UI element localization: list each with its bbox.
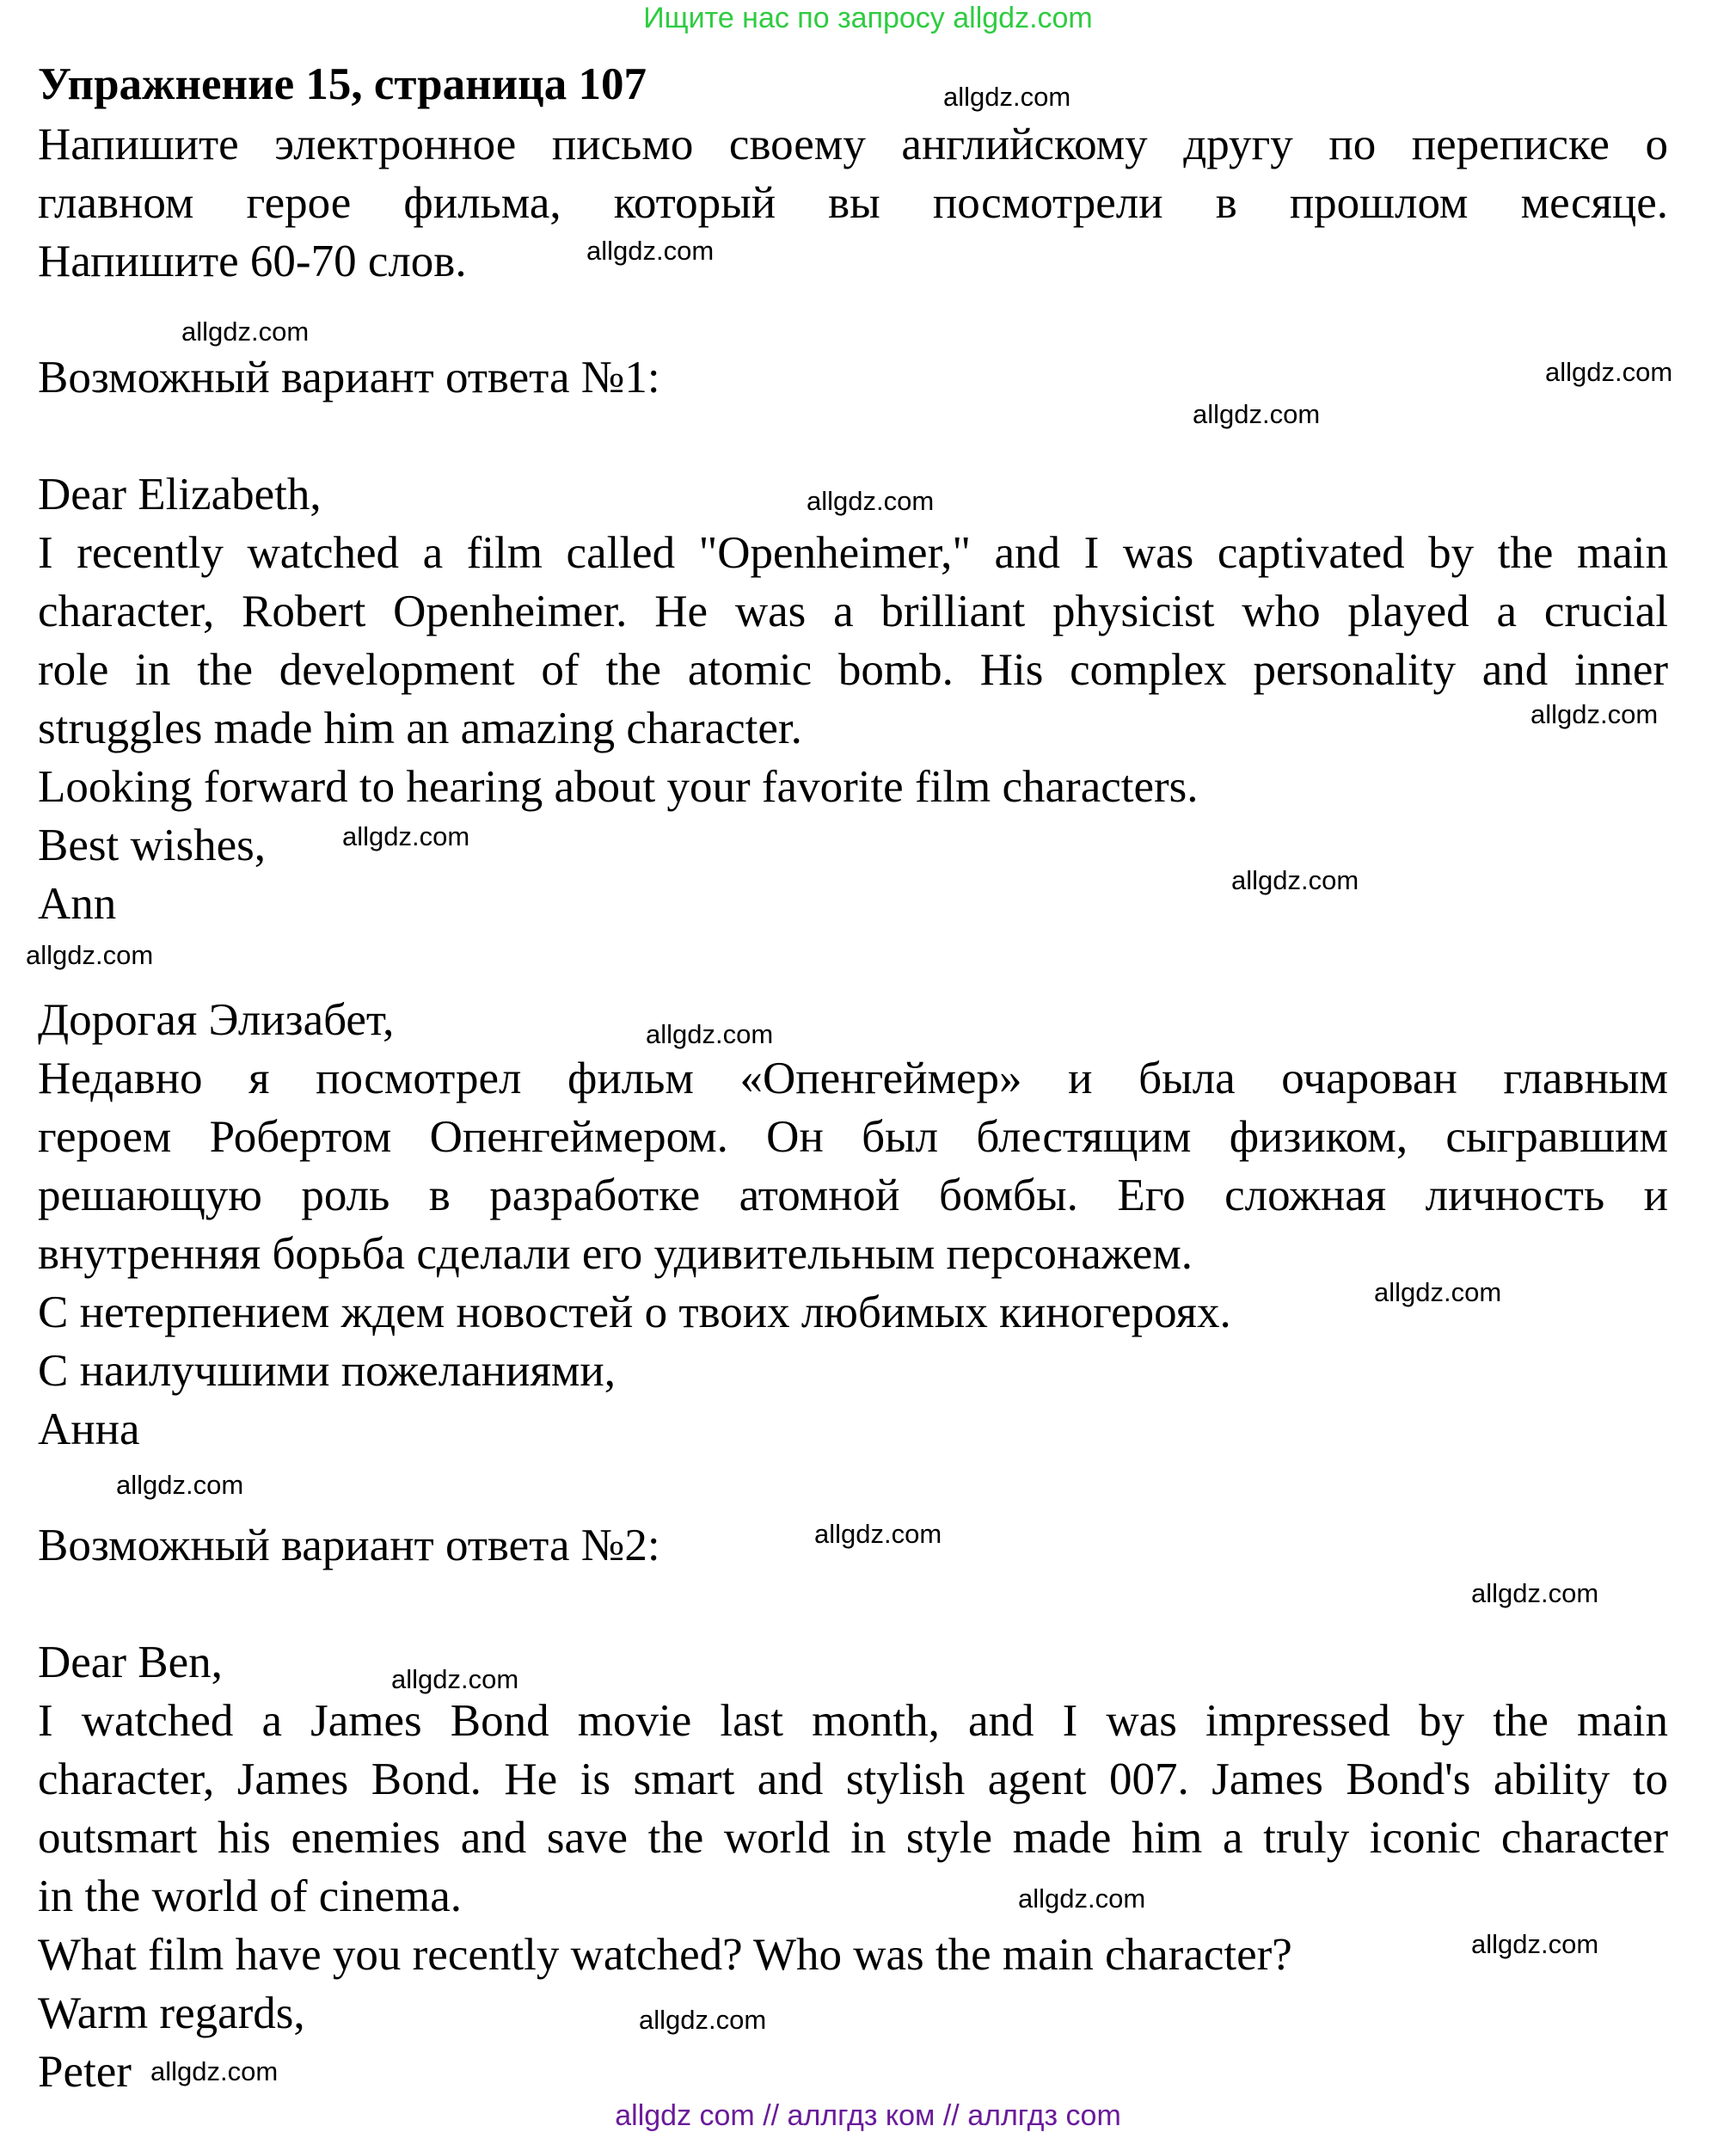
letter1-ru-closing: С наилучшими пожеланиями, [38,1346,616,1396]
letter2-line: outsmart his enemies and save the world in style made him a truly iconic character [38,1813,1668,1863]
watermark: allgdz.com [1471,1578,1599,1608]
letter2-greeting: Dear Ben, [38,1637,223,1687]
watermark: allgdz.com [646,1019,774,1049]
letter2-closing: Warm regards, [38,1988,305,2038]
letter1-greeting: Dear Elizabeth, [38,470,322,519]
letter1-ru-line: Недавно я посмотрел фильм «Опенгеймер» и была очарован главным [38,1054,1668,1103]
exercise-heading: Упражнение 15, страница 107 [38,59,647,109]
watermark: allgdz.com [342,821,470,851]
task-line-2: главном герое фильма, который вы посмотрели в прошлом месяце. [38,178,1668,228]
watermark: allgdz.com [1193,399,1321,429]
letter1-line: Looking forward to hearing about your favorite film characters. [38,762,1199,812]
letter1-line: character, Robert Openheimer. He was a brilliant physicist who played a crucial [38,587,1668,636]
watermark: allgdz.com [639,2005,767,2035]
letter1-closing: Best wishes, [38,820,266,870]
letter1-line: struggles made him an amazing character. [38,703,802,753]
letter1-ru-line: внутренняя борьба сделали его удивительным персонажем. [38,1229,1193,1279]
letter1-ru-signature: Анна [38,1404,140,1454]
watermark: allgdz.com [807,486,935,516]
task-line-3: Напишите 60-70 слов. [38,237,467,286]
task-line-1: Напишите электронное письмо своему английскому другу по переписке о [38,120,1668,169]
letter1-line: I recently watched a film called "Openheimer," and I was captivated by the main [38,528,1668,578]
watermark: allgdz.com [181,316,310,347]
letter1-line: role in the development of the atomic bomb. His complex personality and inner [38,645,1668,695]
letter2-signature: Peter [38,2047,132,2097]
watermark: allgdz.com [943,82,1071,112]
variant-1-label: Возможный вариант ответа №1: [38,353,660,402]
watermark: allgdz.com [1545,357,1673,387]
watermark: allgdz.com [1374,1277,1502,1307]
bottom-banner: allgdz com // аллгдз ком // аллгдз com [615,2099,1121,2132]
watermark: allgdz.com [1531,699,1659,729]
letter1-ru-line: героем Робертом Опенгеймером. Он был блестящим физиком, сыгравшим [38,1112,1668,1162]
letter1-ru-line: С нетерпением ждем новостей о твоих любимых киногероях. [38,1287,1231,1337]
top-banner: Ищите нас по запросу allgdz.com [643,2,1093,34]
letter1-signature: Ann [38,879,117,929]
watermark: allgdz.com [814,1519,942,1549]
watermark: allgdz.com [586,236,715,266]
letter1-ru-greeting: Дорогая Элизабет, [38,995,395,1045]
watermark: allgdz.com [391,1664,519,1694]
variant-2-label: Возможный вариант ответа №2: [38,1521,660,1570]
watermark: allgdz.com [1471,1929,1599,1959]
letter2-line: character, James Bond. He is smart and stylish agent 007. James Bond's ability to [38,1754,1668,1804]
letter2-line: What film have you recently watched? Who was the main character? [38,1930,1292,1980]
watermark: allgdz.com [1018,1883,1146,1914]
watermark: allgdz.com [1231,865,1359,895]
watermark: allgdz.com [116,1470,244,1500]
watermark: allgdz.com [26,940,154,970]
letter2-line: in the world of cinema. [38,1871,463,1921]
letter2-line: I watched a James Bond movie last month, and I was impressed by the main [38,1696,1668,1746]
letter1-ru-line: решающую роль в разработке атомной бомбы. Его сложная личность и [38,1170,1668,1220]
watermark: allgdz.com [150,2056,279,2086]
